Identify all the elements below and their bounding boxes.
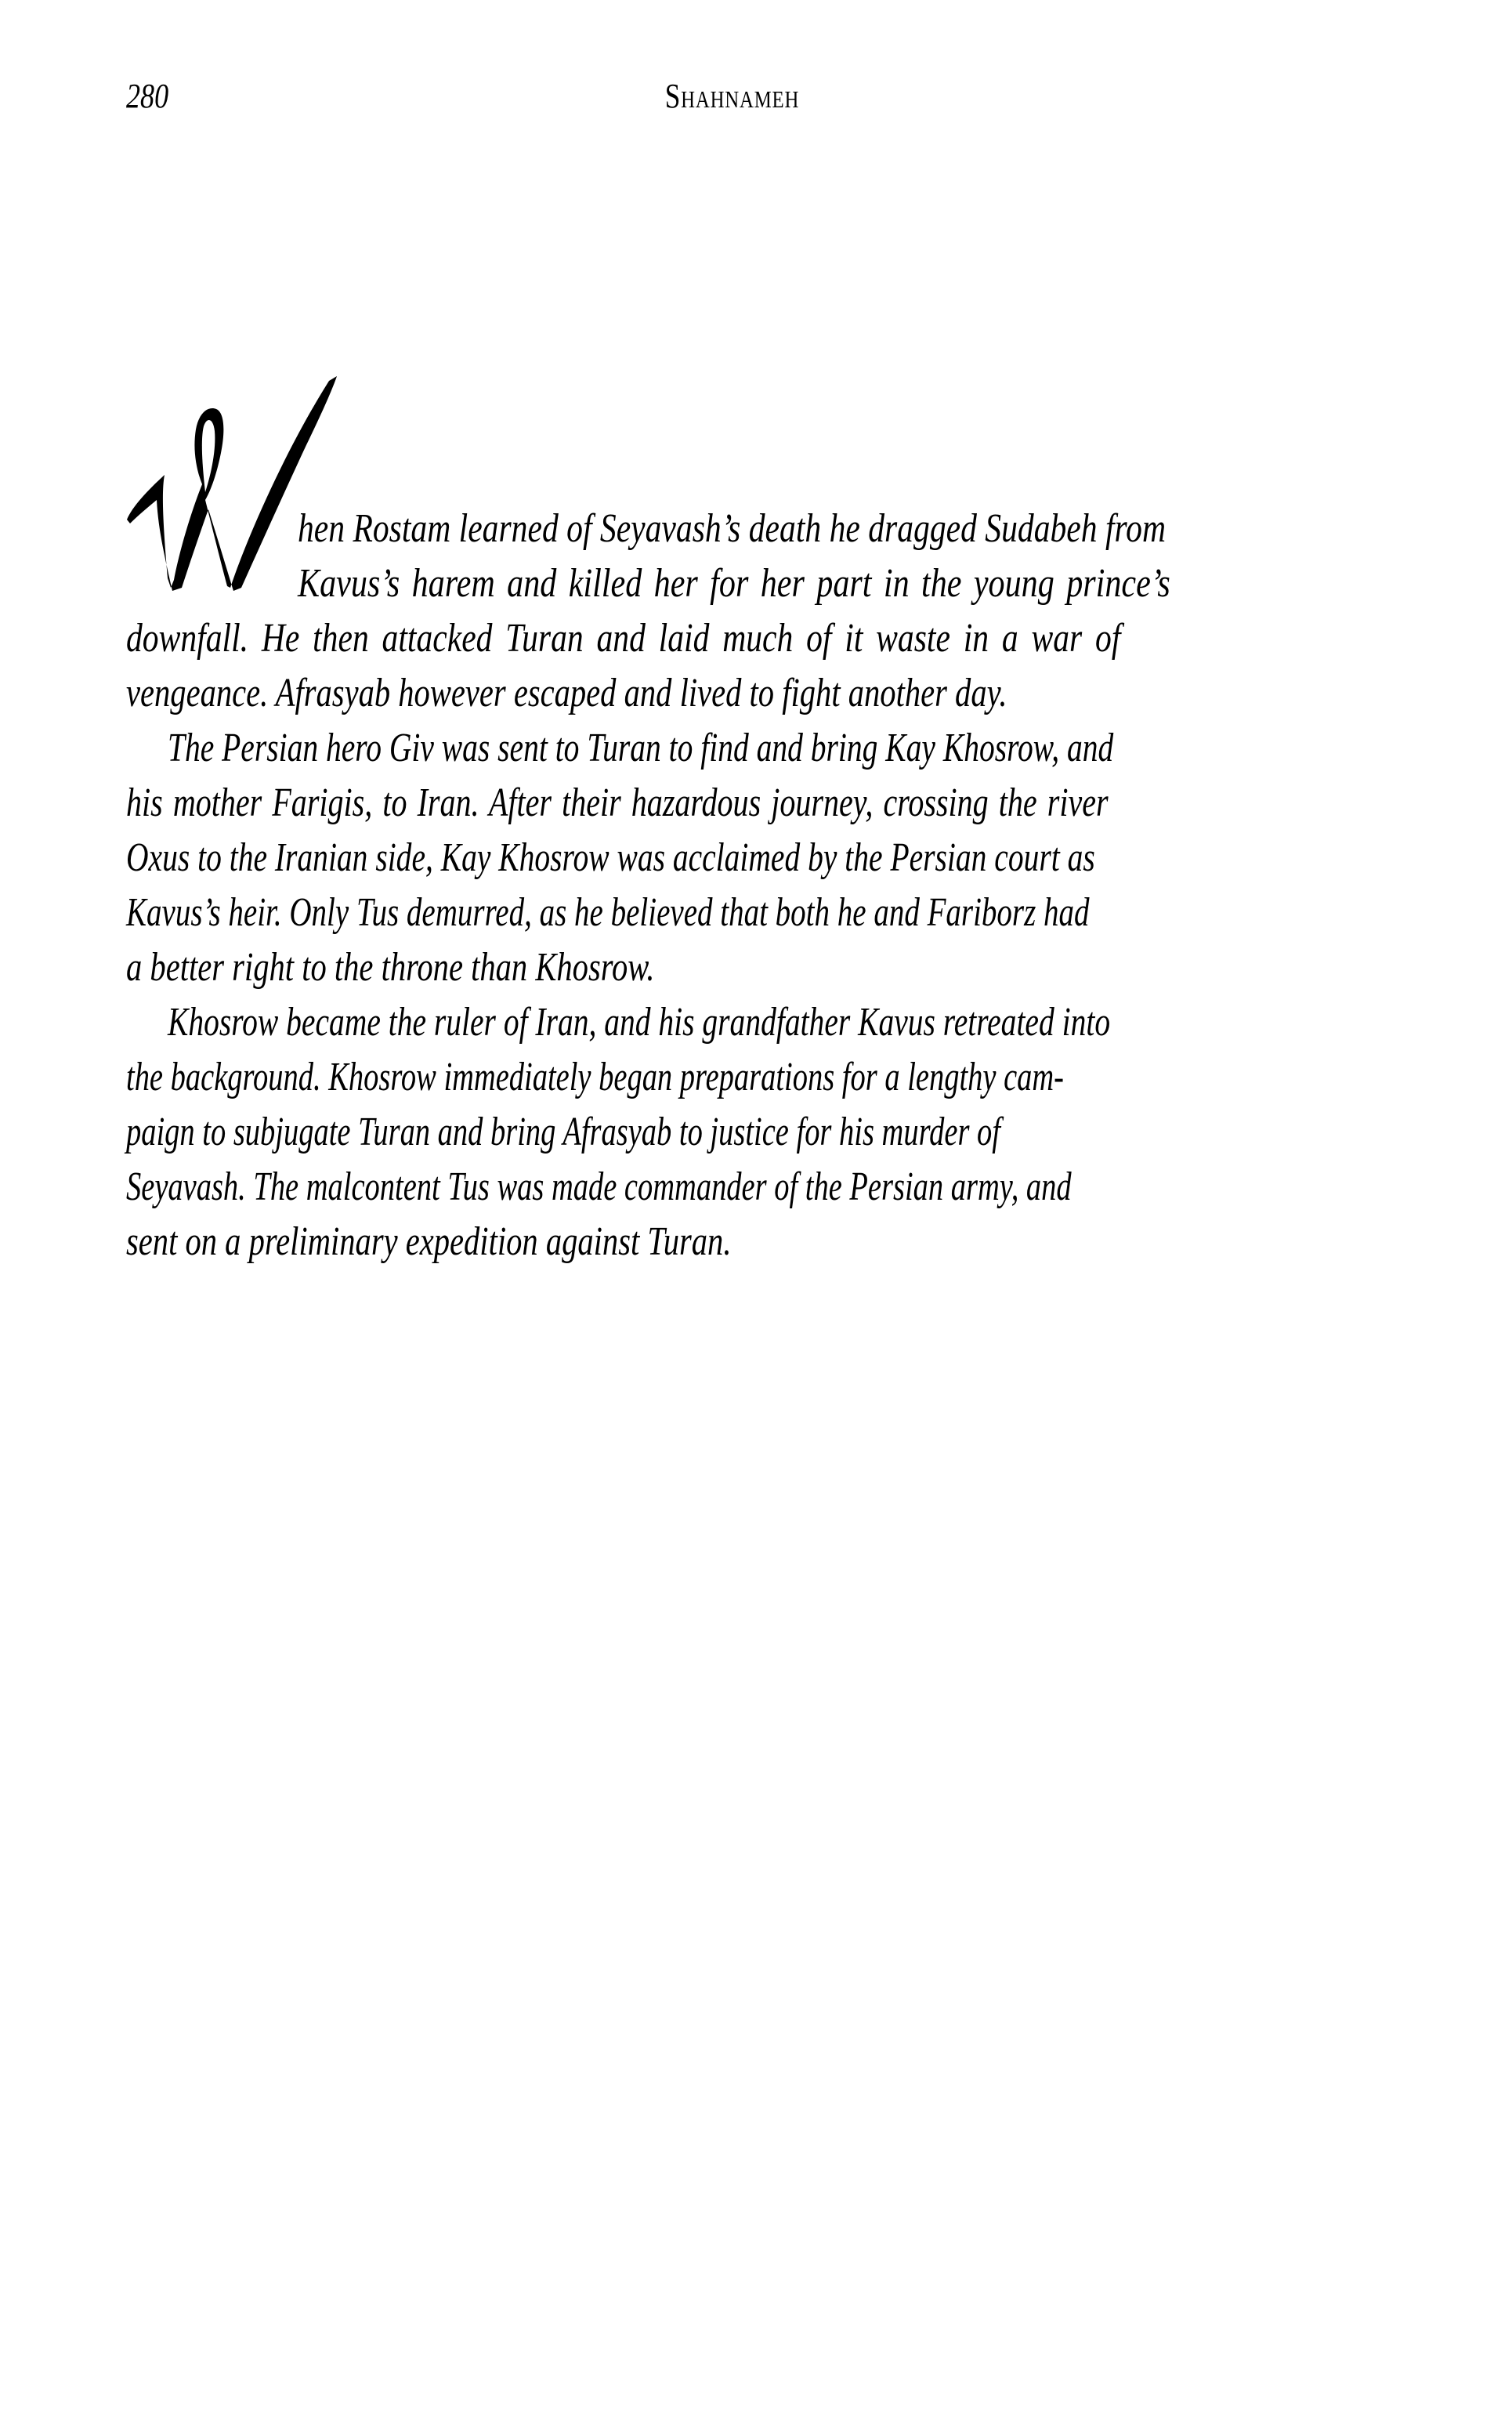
- text-line: a better right to the throne than Khosrow.: [126, 945, 655, 990]
- running-head: [126, 77, 1338, 116]
- running-title: Shahnameh: [664, 77, 800, 115]
- text-line: hen Rostam learned of Seyavash’s death he dragged Sudabeh from: [298, 506, 1167, 551]
- text-line: sent on a preliminary expedition against Turan.: [126, 1219, 732, 1264]
- text-line: Seyavash. The malcontent Tus was made commander of the Persian army, and: [126, 1164, 1072, 1209]
- text-line: Kavus’s heir. Only Tus demurred, as he believed that both he and Fariborz had: [126, 890, 1090, 935]
- paragraph: [126, 721, 1338, 995]
- text-line: Kavus’s harem and killed her for her part in the young prince’s: [298, 561, 1170, 606]
- text-line: Oxus to the Iranian side, Kay Khosrow was acclaimed by the Persian court as: [126, 835, 1095, 880]
- text-line: his mother Farigis, to Iran. After their hazardous journey, crossing the river: [126, 781, 1109, 825]
- text-line: Khosrow became the ruler of Iran, and his grandfather Kavus retreated into: [168, 1000, 1111, 1045]
- text-line: paign to subjugate Turan and bring Afrasyab to justice for his murder of: [126, 1110, 1000, 1154]
- body-text: [126, 502, 1338, 1269]
- text-line: vengeance. Afrasyab however escaped and lived to fight another day.: [126, 671, 1007, 715]
- text-line: the background. Khosrow immediately began preparations for a lengthy cam-: [126, 1055, 1064, 1099]
- paragraph: [126, 502, 1338, 721]
- paragraph: [126, 995, 1338, 1269]
- text-line: The Persian hero Giv was sent to Turan to find and bring Kay Khosrow, and: [168, 726, 1114, 770]
- page-number: 280: [126, 77, 169, 115]
- text-line: downfall. He then attacked Turan and laid much of it waste in a war of: [126, 616, 1121, 661]
